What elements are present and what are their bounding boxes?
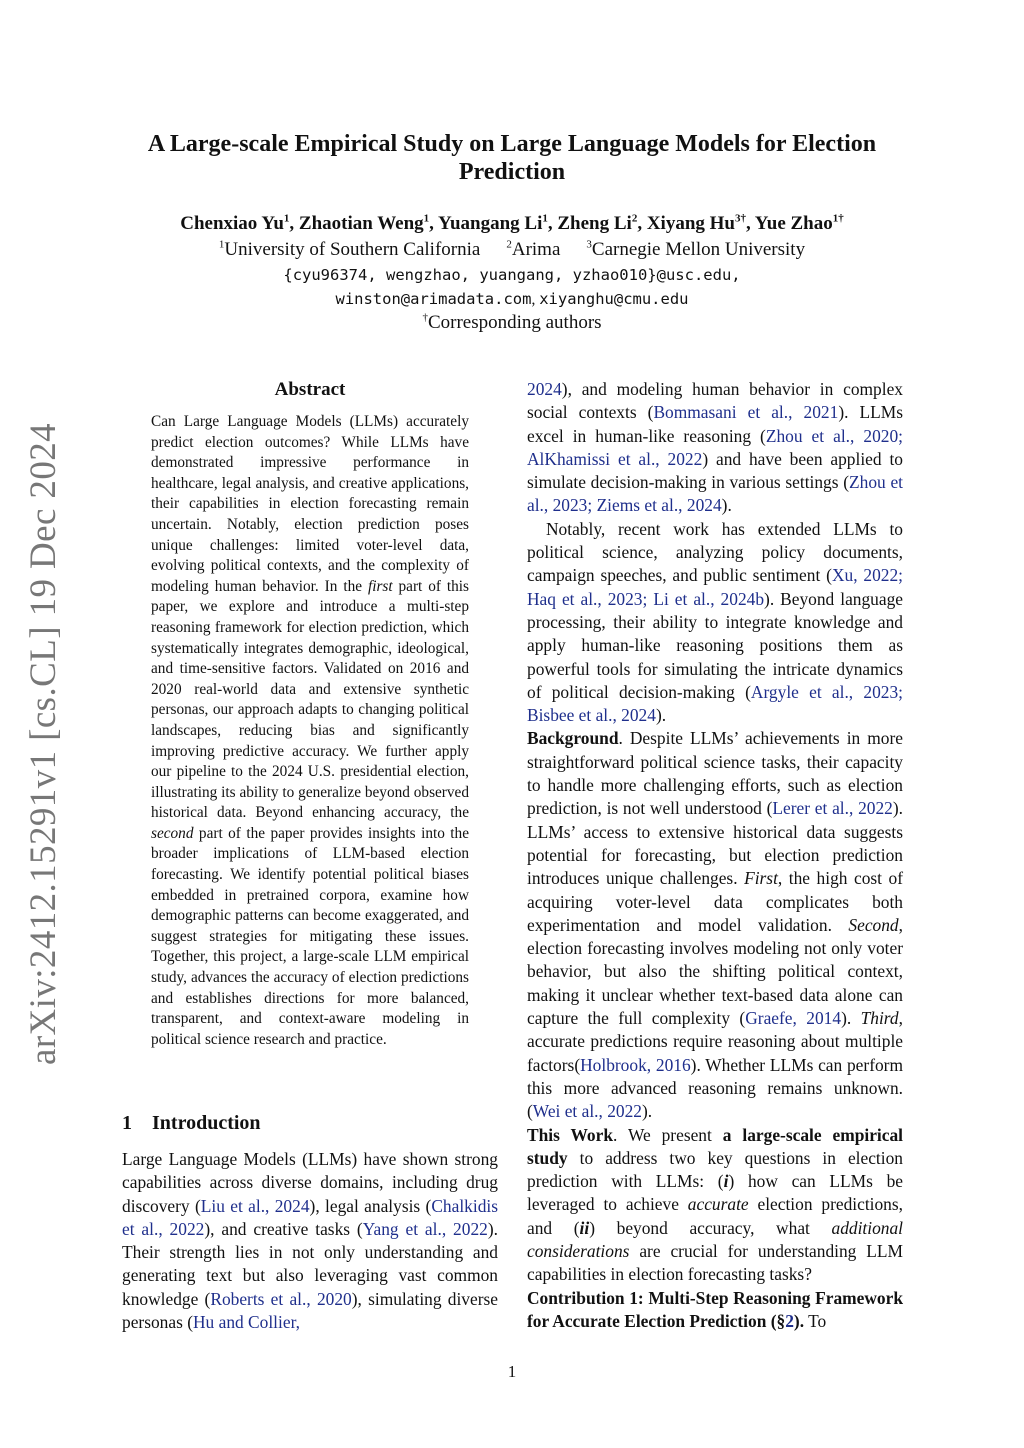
affiliations [80,238,944,262]
abstract-emph: second [151,824,194,842]
emph-text: accurate [687,1194,749,1215]
right-column [527,378,903,1333]
citation-link[interactable]: Holbrook, 2016 [580,1054,691,1075]
author-mark: 3† [734,212,746,225]
email-link[interactable]: winston@arimadata.com [335,290,532,308]
citation-separator: ; [898,565,904,586]
affiliation-name: University of Southern California [224,239,481,260]
citation-link[interactable]: Bommasani et al., 2021 [653,402,839,423]
author-name: Xiyang Hu [646,213,735,234]
paragraph [527,1287,903,1334]
author-mark: 1 [542,212,548,225]
paragraph [527,378,903,518]
intro-paragraph [122,1148,498,1334]
arxiv-stamp: arXiv:2412.15291v1 [cs.CL] 19 Dec 2024 [23,422,64,1065]
email-link[interactable]: xiyanghu@cmu.edu [539,290,689,308]
emph-text: Second [848,914,899,935]
paragraph-heading: Contribution 1: Multi-Step Reasoning Framework for Accurate Election Prediction (§ [527,1287,903,1331]
abstract-text: part of this paper, we explore and introduce a multi-step reasoning framework for election prediction, which systematically integrates demographic, ideological, and time-sensitive factors. Validated on 2016 and 2020 real-world data and extensive synthetic personas, our approach adapts to changing political landscapes, reducing bias and significantly improving predictive accuracy. We further apply our pipeline to the 2024 U.S. presidential election, illustrating its ability to generalize beyond observed historical data. Beyond enhancing accuracy, the [151,577,469,822]
body-text: ) beyond accuracy, what [589,1217,832,1238]
citation-link[interactable]: Bisbee et al., 2024 [527,705,656,726]
body-text: ), and creative tasks ( [204,1218,363,1239]
corresponding-note [80,311,944,335]
paragraph [527,518,903,728]
author-mark: 2 [631,212,638,225]
page-number: 1 [507,1362,517,1381]
corresponding-text: Corresponding authors [427,312,602,333]
citation-link[interactable]: 2024 [527,379,562,399]
citation-link[interactable]: Zhou et al., 2020 [765,425,899,446]
affiliation-mark: 2 [506,238,512,251]
paragraph [527,1124,903,1287]
body-text: ), and modeling human behavior in complex social contexts ( [527,379,903,423]
body-text: , the high cost of acquiring voter-level data complicates both experimentation and model validation. [527,868,903,935]
citation-separator: ; [898,681,903,702]
citation-link[interactable]: Yang et al., 2022 [362,1218,488,1239]
author-name: Yue Zhao [754,213,833,234]
body-text: . Despite LLMs’ achievements in more straightforward political science tasks, their capacity to handle more challenging efforts, such as election prediction, is not well understood ( [527,728,903,819]
body-text: . We present [613,1124,723,1145]
abstract-text: part of the paper provides insights into the broader implications of LLM-based election forecasting. We identify potential political biases embedded in pretrained corpora, examine how demographic patterns can become exaggerated, and suggest strategies for mitigating these issues. Together, this project, a large-scale LLM empirical study, advances the accuracy of election predictions and establishes directions for more balanced, transparent, and context-aware modeling in political science research and practice. [151,824,469,1048]
body-text: ). Their strength lies in not only understanding and generating text but also leveraging vast common knowledge ( [122,1218,498,1309]
paragraph-heading: This Work [527,1124,613,1145]
body-text: ). [721,495,732,516]
citation-link[interactable]: Chalkidis et al., 2022 [122,1195,498,1239]
paragraph [527,727,903,1123]
body-text: ) and have been applied to simulate decision-making in various settings ( [527,448,903,493]
body-text: ) how can LLMs be leveraged to achieve [527,1171,903,1215]
body-text: ). [841,1008,861,1029]
citation-link[interactable]: Haq et al., 2023 [527,588,643,609]
section-ref-link[interactable]: 2 [785,1310,794,1331]
body-text: election predictions, and ( [527,1194,903,1238]
author-mark: 1 [283,212,290,225]
author-name: Zhaotian Weng [298,213,424,234]
abstract-text: Can Large Language Models (LLMs) accurately predict election outcomes? While LLMs have demonstrated impressive performance in healthcare, legal analysis, and creative applications, their capabilities in election forecasting remain uncertain. Notably, election prediction poses unique challenges: limited voter-level data, evolving political contexts, and the complexity of modeling human behavior. In the [151,413,469,595]
citation-separator: ; [898,425,903,446]
body-text: to address two key questions in election prediction with LLMs: ( [527,1147,903,1192]
email-line-2: winston@arimadata.com, xiyanghu@cmu.edu [335,290,689,308]
citation-link[interactable]: Xu, 2022 [831,565,899,586]
abstract-body [151,412,469,1050]
body-text: ). [655,705,667,726]
affiliation-mark: 3 [586,238,592,251]
affiliation-mark: 1 [218,238,225,251]
affiliation-name: Carnegie Mellon University [591,239,806,260]
citation-link[interactable]: Zhou et al., 2023 [527,472,903,516]
author-name: Yuangang Li [437,213,543,234]
citation-link[interactable]: Roberts et al., 2020 [210,1288,352,1309]
affiliation-name: Arima [511,239,561,260]
abstract-heading: Abstract [274,379,346,400]
body-text: ). Beyond language processing, their ability to integrate knowledge and apply human-like reasoning positions them as powerful tools for simulating the intricate dynamics of political decision-making ( [527,588,904,702]
author-name: Chenxiao Yu [180,213,284,234]
emph-text: additional considerations [527,1217,903,1261]
emph-text: i [723,1171,729,1192]
abstract-emph: first [367,577,393,595]
citation-separator: ; [587,495,597,516]
body-text: ). Whether LLMs can perform this more advanced reasoning remains unknown. ( [527,1054,903,1122]
citation-link[interactable]: Lerer et al., 2022 [772,798,893,819]
paragraph-heading: ). [793,1310,805,1331]
emph-text: First [744,868,778,889]
author-name: Zheng Li [557,213,632,234]
body-text: ), simulating diverse personas ( [122,1288,498,1333]
citation-link[interactable]: Hu and Collier, [193,1312,301,1333]
body-text: ). LLMs excel in human-like reasoning ( [527,402,903,446]
body-text: Large Language Models (LLMs) have shown strong capabilities across diverse domains, including drug discovery ( [122,1149,498,1216]
emph-text: Third [860,1008,899,1029]
body-text: ). [642,1101,653,1122]
body-text: To [804,1310,827,1331]
body-text: , accurate predictions require reasoning about multiple factors( [527,1008,903,1075]
body-text: ), legal analysis ( [309,1195,432,1216]
citation-separator: ; [642,588,654,609]
section-number: 1 [122,1112,132,1134]
citation-link[interactable]: Graefe, 2014 [745,1008,842,1029]
section-title: Introduction [152,1112,261,1134]
section-heading [122,1110,261,1136]
body-text: ). LLMs’ access to extensive historical data suggests potential for forecasting, but election prediction introduces unique challenges. [527,798,903,889]
paragraph-heading: Background [527,728,619,749]
author-list: Chenxiao Yu$^1$, Zhaotian Weng$^1$, Yuangang Li$^1$, Zheng Li$^2$, Xiyang $Hu^{3\dagger}$, Yue Zhao$^{1\dagger}$ [180,212,844,234]
body-text: are crucial for understanding LLM capabilities in election forecasting tasks? [527,1240,903,1285]
email-line: {cyu96374, wengzhao, yuangang, yzhao010}@usc.edu, [283,266,741,284]
author-mark: 1 [423,212,430,225]
paper-title: A Large-scale Empirical Study on Large Language Models for Election Prediction [147,131,877,185]
citation-link[interactable]: AlKhamissi et al., 2022 [527,448,703,469]
citation-link[interactable]: Liu et al., 2024 [200,1195,310,1216]
citation-link[interactable]: Wei et al., 2022 [532,1101,642,1122]
citation-link[interactable]: Li et al., 2024b [653,588,765,609]
body-text: , election forecasting involves modeling not only voter behavior, but also the shifting political context, making it unclear whether text-based data alone can capture the full complexity ( [527,914,903,1029]
body-text: Notably, recent work has extended LLMs to political science, analyzing policy documents, campaign speeches, and public sentiment ( [527,518,903,586]
author-mark: 1† [832,212,844,225]
bold-text: a large-scale empirical study [527,1124,903,1168]
citation-link[interactable]: Argyle et al., 2023 [750,681,899,702]
citation-link[interactable]: Ziems et al., 2024 [596,495,722,516]
corresponding-mark: † [422,311,428,324]
emph-text: ii [579,1217,590,1238]
